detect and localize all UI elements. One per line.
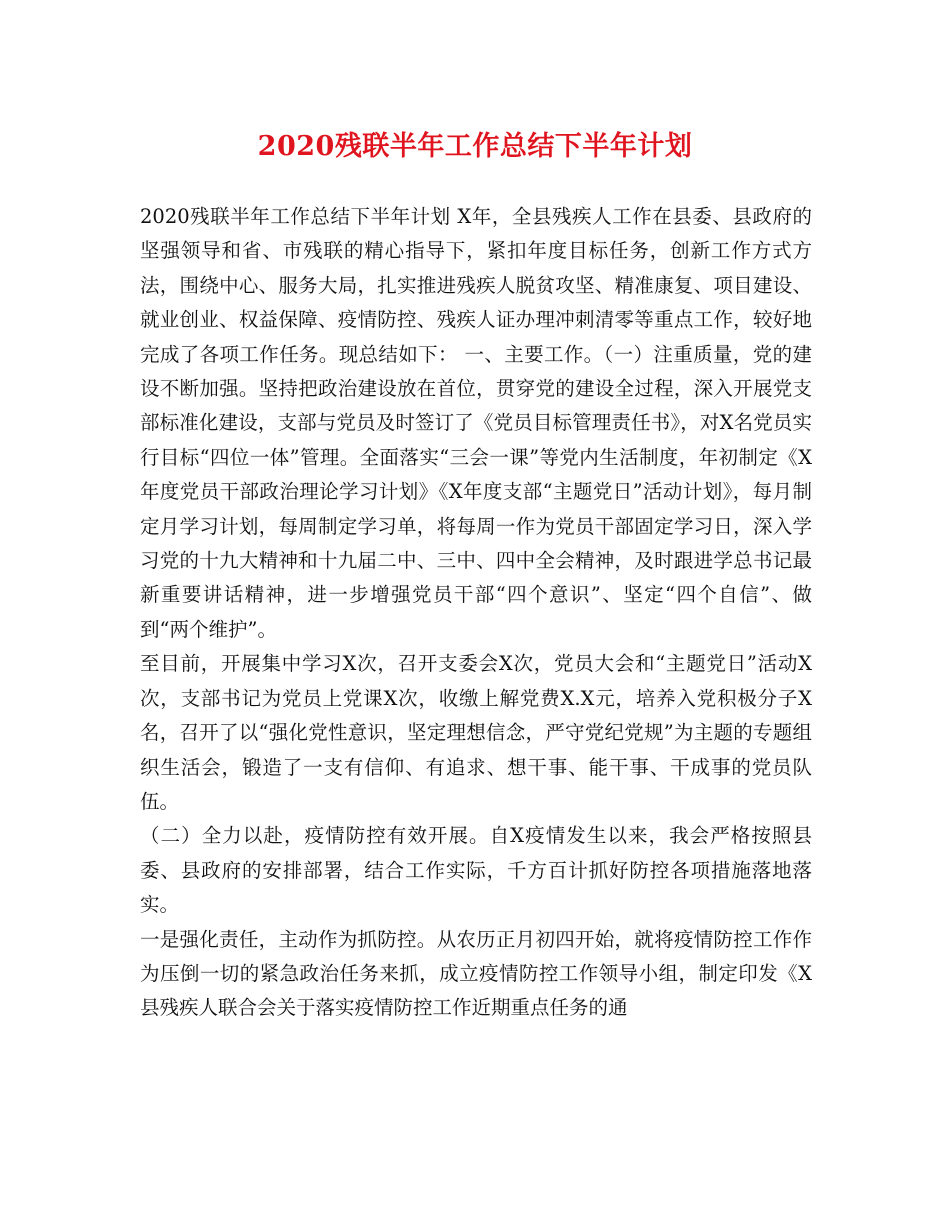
body-paragraph: 2020残联半年工作总结下半年计划 X年，全县残疾人工作在县委、县政府的坚强领导和省、市残联的精心指导下，紧扣年度目标任务，创新工作方式方法，围绕中心、服务大局，扎实推进残疾人脱贫攻坚、精准康复、项目建设、就业创业、权益保障、疫情防控、残疾人证办理冲刺清零等重点工作，较好地完成了各项工作任务。现总结如下： 一、主要工作。（一）注重质量，党的建设不断加强。坚持把政治建设放在首位，贯穿党的建设全过程，深入开展党支部标准化建设，支部与党员及时签订了《党员目标管理责任书》，对X名党员实行目标“四位一体”管理。全面落实“三会一课”等党内生活制度，年初制定《X年度党员干部政治理论学习计划》《X年度支部“主题党日”活动计划》，每月制定月学习计划，每周制定学习单，将每周一作为党员干部固定学习日，深入学习党的十九大精神和十九届二中、三中、四中全会精神，及时跟进学总书记最新重要讲话精神，进一步增强党员干部“四个意识”、坚定“四个自信”、做到“两个维护”。	[140, 205, 812, 641]
document-title: 2020残联半年工作总结下半年计划	[257, 131, 693, 162]
document-body	[140, 200, 812, 1026]
body-paragraph: （二）全力以赴，疫情防控有效开展。自X疫情发生以来，我会严格按照县委、县政府的安排部署，结合工作实际，千方百计抓好防控各项措施落地落实。	[140, 824, 812, 917]
body-paragraph: 至目前，开展集中学习X次，召开支委会X次，党员大会和“主题党日”活动X次，支部书记为党员上党课X次，收缴上解党费X.X元，培养入党积极分子X名，召开了以“强化党性意识，坚定理想信念，严守党纪党规”为主题的专题组织生活会，锻造了一支有信仰、有追求、想干事、能干事、干成事的党员队伍。	[140, 652, 812, 813]
body-paragraph: 一是强化责任，主动作为抓防控。从农历正月初四开始，就将疫情防控工作作为压倒一切的紧急政治任务来抓，成立疫情防控工作领导小组，制定印发《X县残疾人联合会关于落实疫情防控工作近期重点任务的通	[140, 927, 812, 1020]
